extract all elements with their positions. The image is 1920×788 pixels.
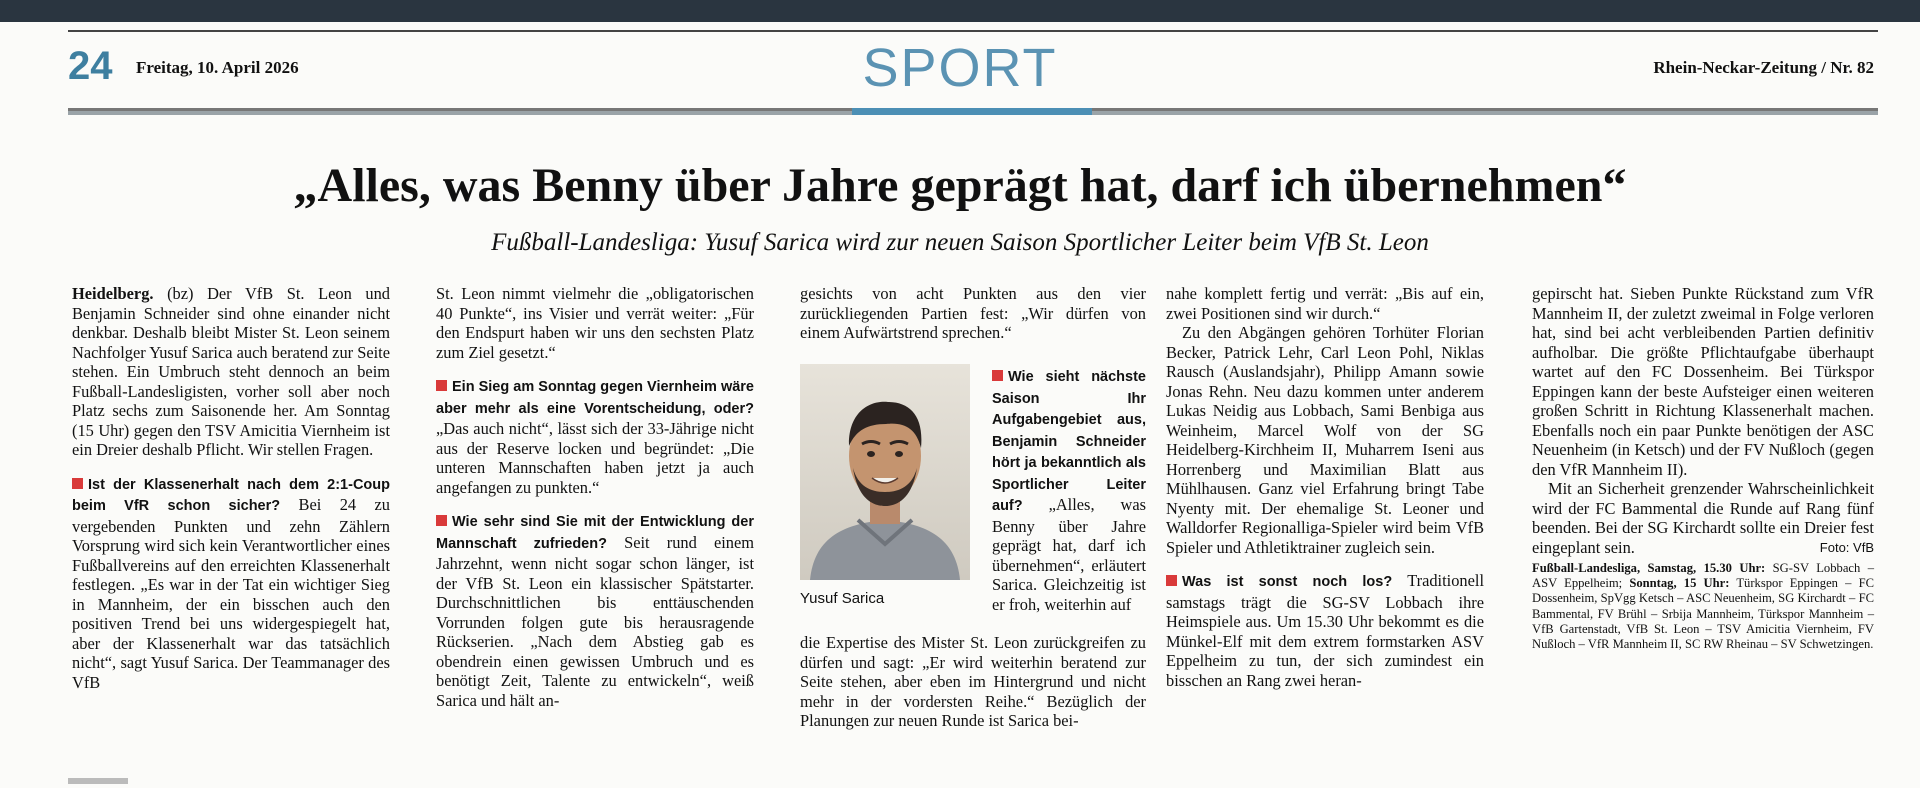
bullet-square-icon <box>72 478 83 489</box>
headline: „Alles, was Benny über Jahre geprägt hat, darf ich übernehmen“ <box>293 159 1627 212</box>
fixtures-sunday: Türkspor Eppingen – FC Dossenheim, SpVgg Ketsch – ASC Neuenheim, SG Kirchardt – FC Bammental, FV Brühl – Srbija Mannheim, Türkspor Mannheim – VfB Gartenstadt, VfB St. Leon – TSV Amicitia Viernheim, FV Nußloch – VfR Mannheim II, SC RW Rheinau – SV Schwetzingen. <box>1532 576 1874 652</box>
column-3-opening: gesichts von acht Punkten aus den vier zurückliegenden Partien fest: „Wir dürfen von einem Aufwärtstrend sprechen.“ <box>800 284 1146 342</box>
intro-paragraph <box>72 284 390 460</box>
answer-2: „Das auch nicht“, lässt sich der 33-Jährige nicht aus der Reserve locken und begründet: „Die unteren Mannschaften haben jetzt ja auch angefangen zu punkten.“ <box>436 419 754 497</box>
footer-mark <box>68 778 128 784</box>
question-4: Wie sieht nächste Saison Ihr Aufgabengebiet aus, Benjamin Schneider hört ja bekanntlich als Sportlicher Leiter auf? <box>992 369 1146 514</box>
answer-3: Seit rund einem Jahrzehnt, wenn nicht sogar schon länger, ist der VfB St. Leon ein klassischer Spätstarter. Durchschnittlichen bis enttäuschenden Vorrunden folgen gute bis herausragende Rückserien. „Nach dem Abstieg gab es obendrein einen gewissen Umbruch und es benötigt Zeit, Talente zu entwickeln“, weiß Sarica und hält an- <box>436 532 754 710</box>
portrait-image <box>800 364 970 580</box>
photo-caption: Yusuf Sarica <box>800 590 885 607</box>
header-rule <box>68 30 1878 32</box>
column-5 <box>1532 284 1874 652</box>
photo-credit: Foto: VfB <box>1819 539 1874 555</box>
question-5: Was ist sonst noch los? <box>1182 574 1393 590</box>
bullet-square-icon <box>1166 575 1177 586</box>
subheadline: Fußball-Landesliga: Yusuf Sarica wird zur neuen Saison Sportlicher Leiter beim VfB St. Leon <box>491 229 1429 256</box>
question-3: Wie sehr sind Sie mit der Entwicklung der Mannschaft zufrieden? <box>436 514 754 552</box>
page-number: 24 <box>68 44 113 88</box>
section-title: SPORT <box>862 38 1058 98</box>
column-1 <box>72 284 390 692</box>
column-3-top <box>800 284 1146 343</box>
question-1: Ist der Klassenerhalt nach dem 2:1-Coup beim VfR schon sicher? <box>72 476 390 514</box>
dateline: Heidelberg. <box>72 284 154 303</box>
fixtures-label-sunday: Sonntag, 15 Uhr: <box>1629 576 1730 591</box>
closing-text: Mit an Sicherheit grenzender Wahrscheinlichkeit wird der FC Bammental die Runde auf Rang fünf beenden. Bei der SG Kirchardt sollte ein Dreier fest eingeplant sein. <box>1532 479 1874 557</box>
question-2: Ein Sieg am Sonntag gegen Viernheim wäre aber mehr als eine Vorentscheidung, oder? <box>436 379 754 417</box>
column-5-opening: gepirscht hat. Sieben Punkte Rückstand zum VfR Mannheim II, der zuletzt zweimal in Folge verloren hat, sind bei acht verbleibenden Partien definitiv aufholbar. Die größte Pflichtaufgabe überhaupt wartet auf den FC Dossenheim. Bei Türkspor Eppingen kann der beste Aufsteiger einen weiteren großen Schritt in Richtung Klassenerhalt machen. Ebenfalls noch ein paar Punkte benötigen der ASC Neuenheim (in Ketsch) und der FV Nußloch (gegen den VfR Mannheim II). <box>1532 284 1874 479</box>
portrait-photo <box>800 364 970 580</box>
question-4-paragraph <box>992 366 1146 614</box>
bullet-square-icon <box>992 370 1003 381</box>
column-3-bottom <box>800 633 1146 731</box>
answer-5: Traditionell samstags trägt die SG-SV Lobbach ihre Heimspiele aus. Um 15.30 Uhr bekommt es die Münkel-Elf mit dem extrem formstarken ASV Eppelheim zu tun, der sich zumindest ein bisschen an Rang zwei heran- <box>1166 571 1484 690</box>
intro-text: (bz) Der VfB St. Leon und Benjamin Schneider sind ohne einander nicht denkbar. Deshalb bleibt Mister St. Leon seinem Nachfolger Yusuf Sarica auch beratend zur Seite stehen. Ein Umbruch steht dennoch an beim Fußball-Landesligisten, vorher soll aber noch Platz sechs zum Saisonende her. Am Sonntag (15 Uhr) gegen den TSV Amicitia Viernheim ist ein Dreier deshalb Pflicht. Wir stellen Fragen. <box>72 284 390 459</box>
bullet-square-icon <box>436 515 447 526</box>
question-3-paragraph <box>436 511 754 710</box>
fixtures-label: Fußball-Landesliga, Samstag, 15.30 Uhr: <box>1532 561 1766 575</box>
top-bar <box>0 0 1920 22</box>
answer-1: Bei 24 zu vergebenden Punkten und zehn Zählern Vorsprung wird sich kein Verantwortlicher eines Fußballvereins auf den erreichten Klassenerhalt festlegen. „Es war in der Tat ein wichtiger Sieg in Mannheim, der ein bisschen auch den positiven Trend bei uns widergespiegelt hat, aber der Klassenerhalt war das tatsächlich nicht“, sagt Yusuf Sarica. Der Teammanager des VfB <box>72 495 390 692</box>
paper-name: Rhein-Neckar-Zeitung / Nr. 82 <box>1653 58 1874 77</box>
question-5-paragraph <box>1166 571 1484 690</box>
fixtures-list <box>1532 561 1874 652</box>
fixtures-saturday: SG-SV Lobbach – ASV Eppelheim; <box>1532 561 1875 591</box>
issue-date: Freitag, 10. April 2026 <box>136 58 299 77</box>
column-3-side <box>992 366 1146 614</box>
answer-4: „Alles, was Benny über Jahre geprägt hat, darf ich übernehmen“, erläutert Sarica. Gleichzeitig ist er froh, weiterhin auf <box>992 495 1146 614</box>
column-5-closing <box>1532 479 1874 557</box>
column-2-opening: St. Leon nimmt vielmehr die „obligatorischen 40 Punkte“, ins Visier und verrät weiter: „Für den Endspurt haben wir uns den sechsten Platz zum Ziel gesetzt.“ <box>436 284 754 362</box>
bullet-square-icon <box>436 380 447 391</box>
transfers-paragraph: Zu den Abgängen gehören Torhüter Florian Becker, Patrick Lehr, Carl Leon Pohl, Niklas Rausch (Auslandsjahr), Philipp Amann sowie Jonas Rehn. Neu dazu kommen unter anderem Lukas Neidig aus Lobbach, Sami Benbiga aus Weinheim, Marcel Wolf von der SG Heidelberg-Kirchheim II, Muharrem Iseni aus Horrenberg und Maximilian Blatt aus Mühlhausen. Ganz viel Erfahrung bringt Tabe Nyenty mit. Der ehemalige St. Leoner und Walldorfer Regionalliga-Spieler wird beim VfB Spieler und Athletiktrainer zugleich sein. <box>1166 323 1484 557</box>
column-3-closing: die Expertise des Mister St. Leon zurückgreifen zu dürfen und sagt: „Er wird weiterhin beratend zur Seite stehen, aber eben im Hintergrund und nicht mehr in der vordersten Reihe.“ Bezüglich der Planungen zur neuen Runde ist Sarica bei- <box>800 633 1146 730</box>
column-4 <box>1166 284 1484 690</box>
section-accent-bar <box>852 108 1092 115</box>
question-2-paragraph <box>436 376 754 497</box>
column-4-opening: nahe komplett fertig und verrät: „Bis auf ein, zwei Positionen sind wir durch.“ <box>1166 284 1484 323</box>
column-2 <box>436 284 754 710</box>
question-1-paragraph <box>72 474 390 693</box>
